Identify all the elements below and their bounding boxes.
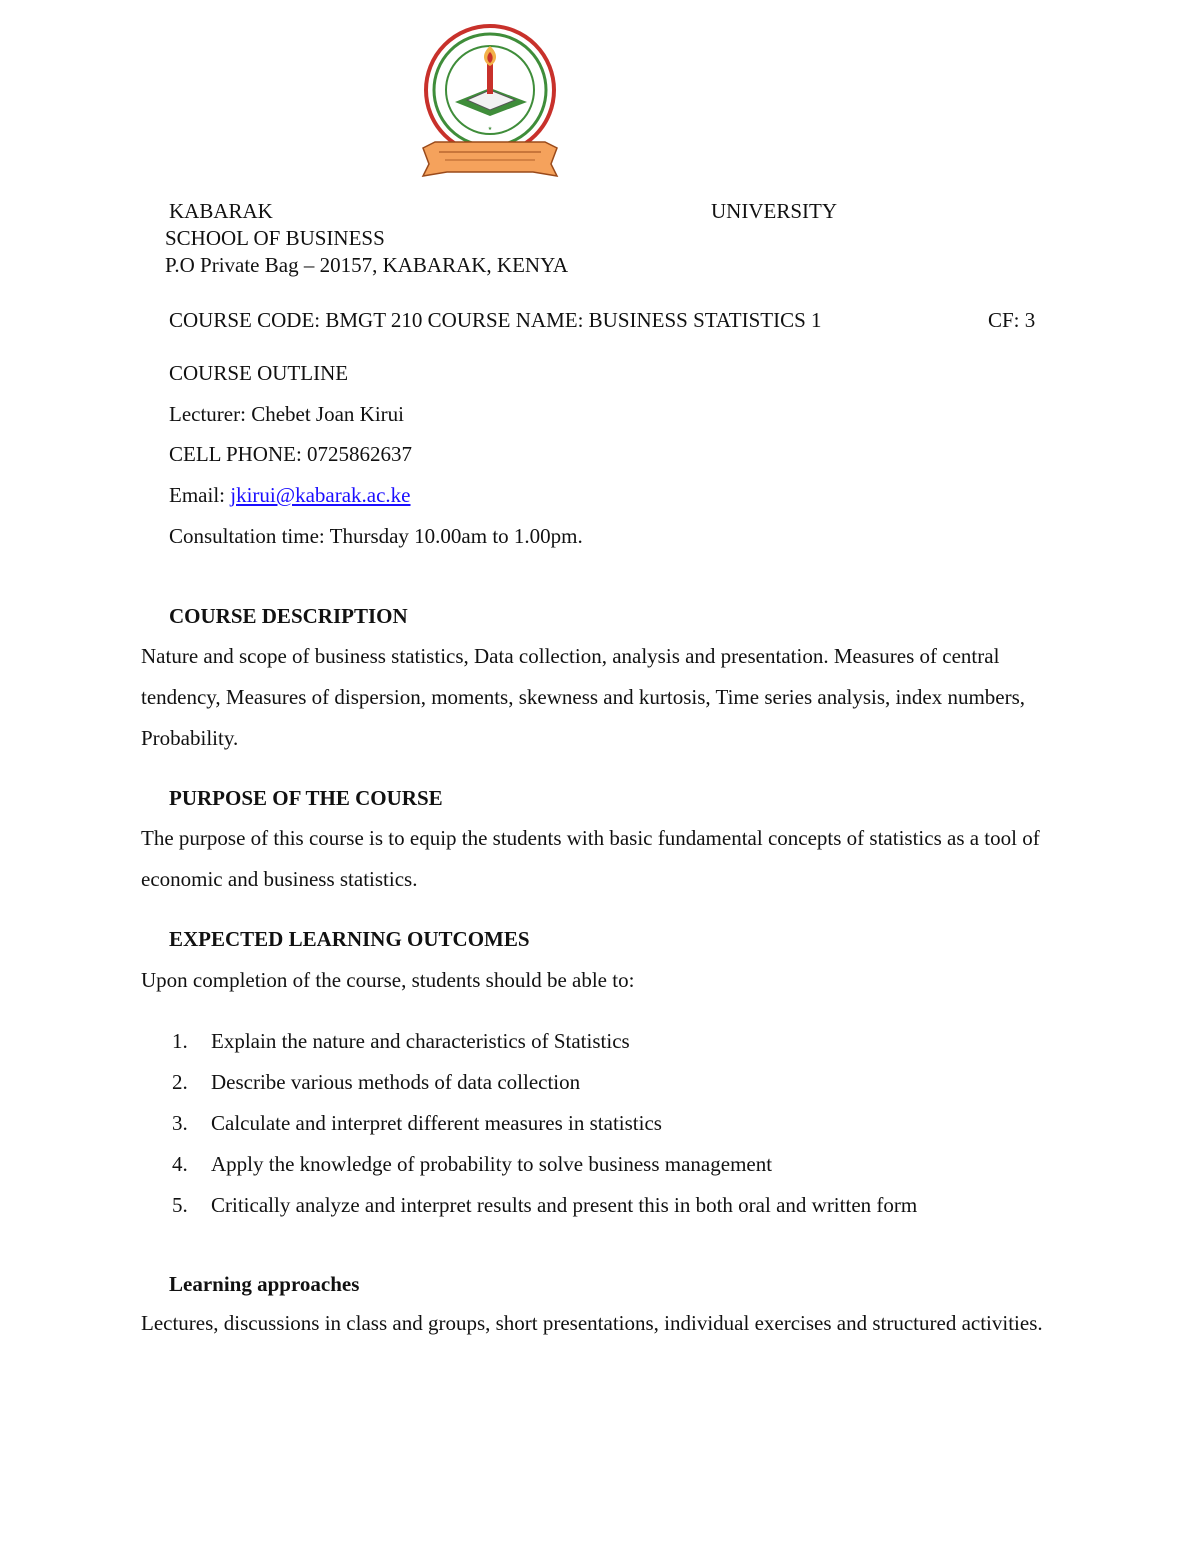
- course-outline-title: COURSE OUTLINE: [169, 361, 349, 385]
- learning-approaches-heading: Learning approaches: [169, 1272, 360, 1296]
- list-number: 5.: [172, 1193, 188, 1217]
- email-line: [169, 482, 411, 508]
- list-number: 1.: [172, 1029, 188, 1053]
- course-description-text: Nature and scope of business statistics, Data collection, analysis and presentation. Measures of central tendency, Measures of dispersion, moments, skewness and kurtosis, Time series analysis, index numbers, Probability.: [141, 644, 1026, 750]
- course-code-line: COURSE CODE: BMGT 210 COURSE NAME: BUSINESS STATISTICS 1: [169, 308, 822, 332]
- consultation-time: Consultation time: Thursday 10.00am to 1.00pm.: [169, 524, 583, 548]
- list-number: 2.: [172, 1070, 188, 1094]
- kabarak-university-logo: [415, 24, 565, 186]
- list-text: Calculate and interpret different measures in statistics: [211, 1111, 662, 1135]
- lecturer-name: Lecturer: Chebet Joan Kirui: [169, 402, 404, 426]
- school-name: SCHOOL OF BUSINESS: [165, 226, 385, 250]
- list-number: 4.: [172, 1152, 188, 1176]
- purpose-text: The purpose of this course is to equip the students with basic fundamental concepts of statistics as a tool of economic and business statistics.: [141, 826, 1040, 891]
- cell-phone: CELL PHONE: 0725862637: [169, 442, 413, 466]
- list-text: Apply the knowledge of probability to solve business management: [211, 1152, 773, 1176]
- list-text: Explain the nature and characteristics of Statistics: [211, 1029, 630, 1053]
- purpose-heading: PURPOSE OF THE COURSE: [169, 786, 443, 810]
- email-link[interactable]: jkirui@kabarak.ac.ke: [230, 483, 411, 507]
- university-name-right: UNIVERSITY: [711, 199, 837, 223]
- learning-approaches-text: Lectures, discussions in class and groups, short presentations, individual exercises and structured activities.: [141, 1311, 1043, 1335]
- list-text: Describe various methods of data collection: [211, 1070, 581, 1094]
- email-label: Email:: [169, 483, 231, 507]
- svg-text:★: ★: [487, 126, 493, 132]
- outcomes-intro: Upon completion of the course, students should be able to:: [141, 968, 635, 992]
- outcomes-heading: EXPECTED LEARNING OUTCOMES: [169, 927, 530, 951]
- list-text: Critically analyze and interpret results and present this in both oral and written form: [211, 1193, 918, 1217]
- postal-address: P.O Private Bag – 20157, KABARAK, KENYA: [165, 253, 569, 277]
- course-description-heading: COURSE DESCRIPTION: [169, 604, 408, 628]
- university-name-left: KABARAK: [169, 199, 273, 223]
- credit-factor: CF: 3: [988, 308, 1036, 332]
- list-number: 3.: [172, 1111, 188, 1135]
